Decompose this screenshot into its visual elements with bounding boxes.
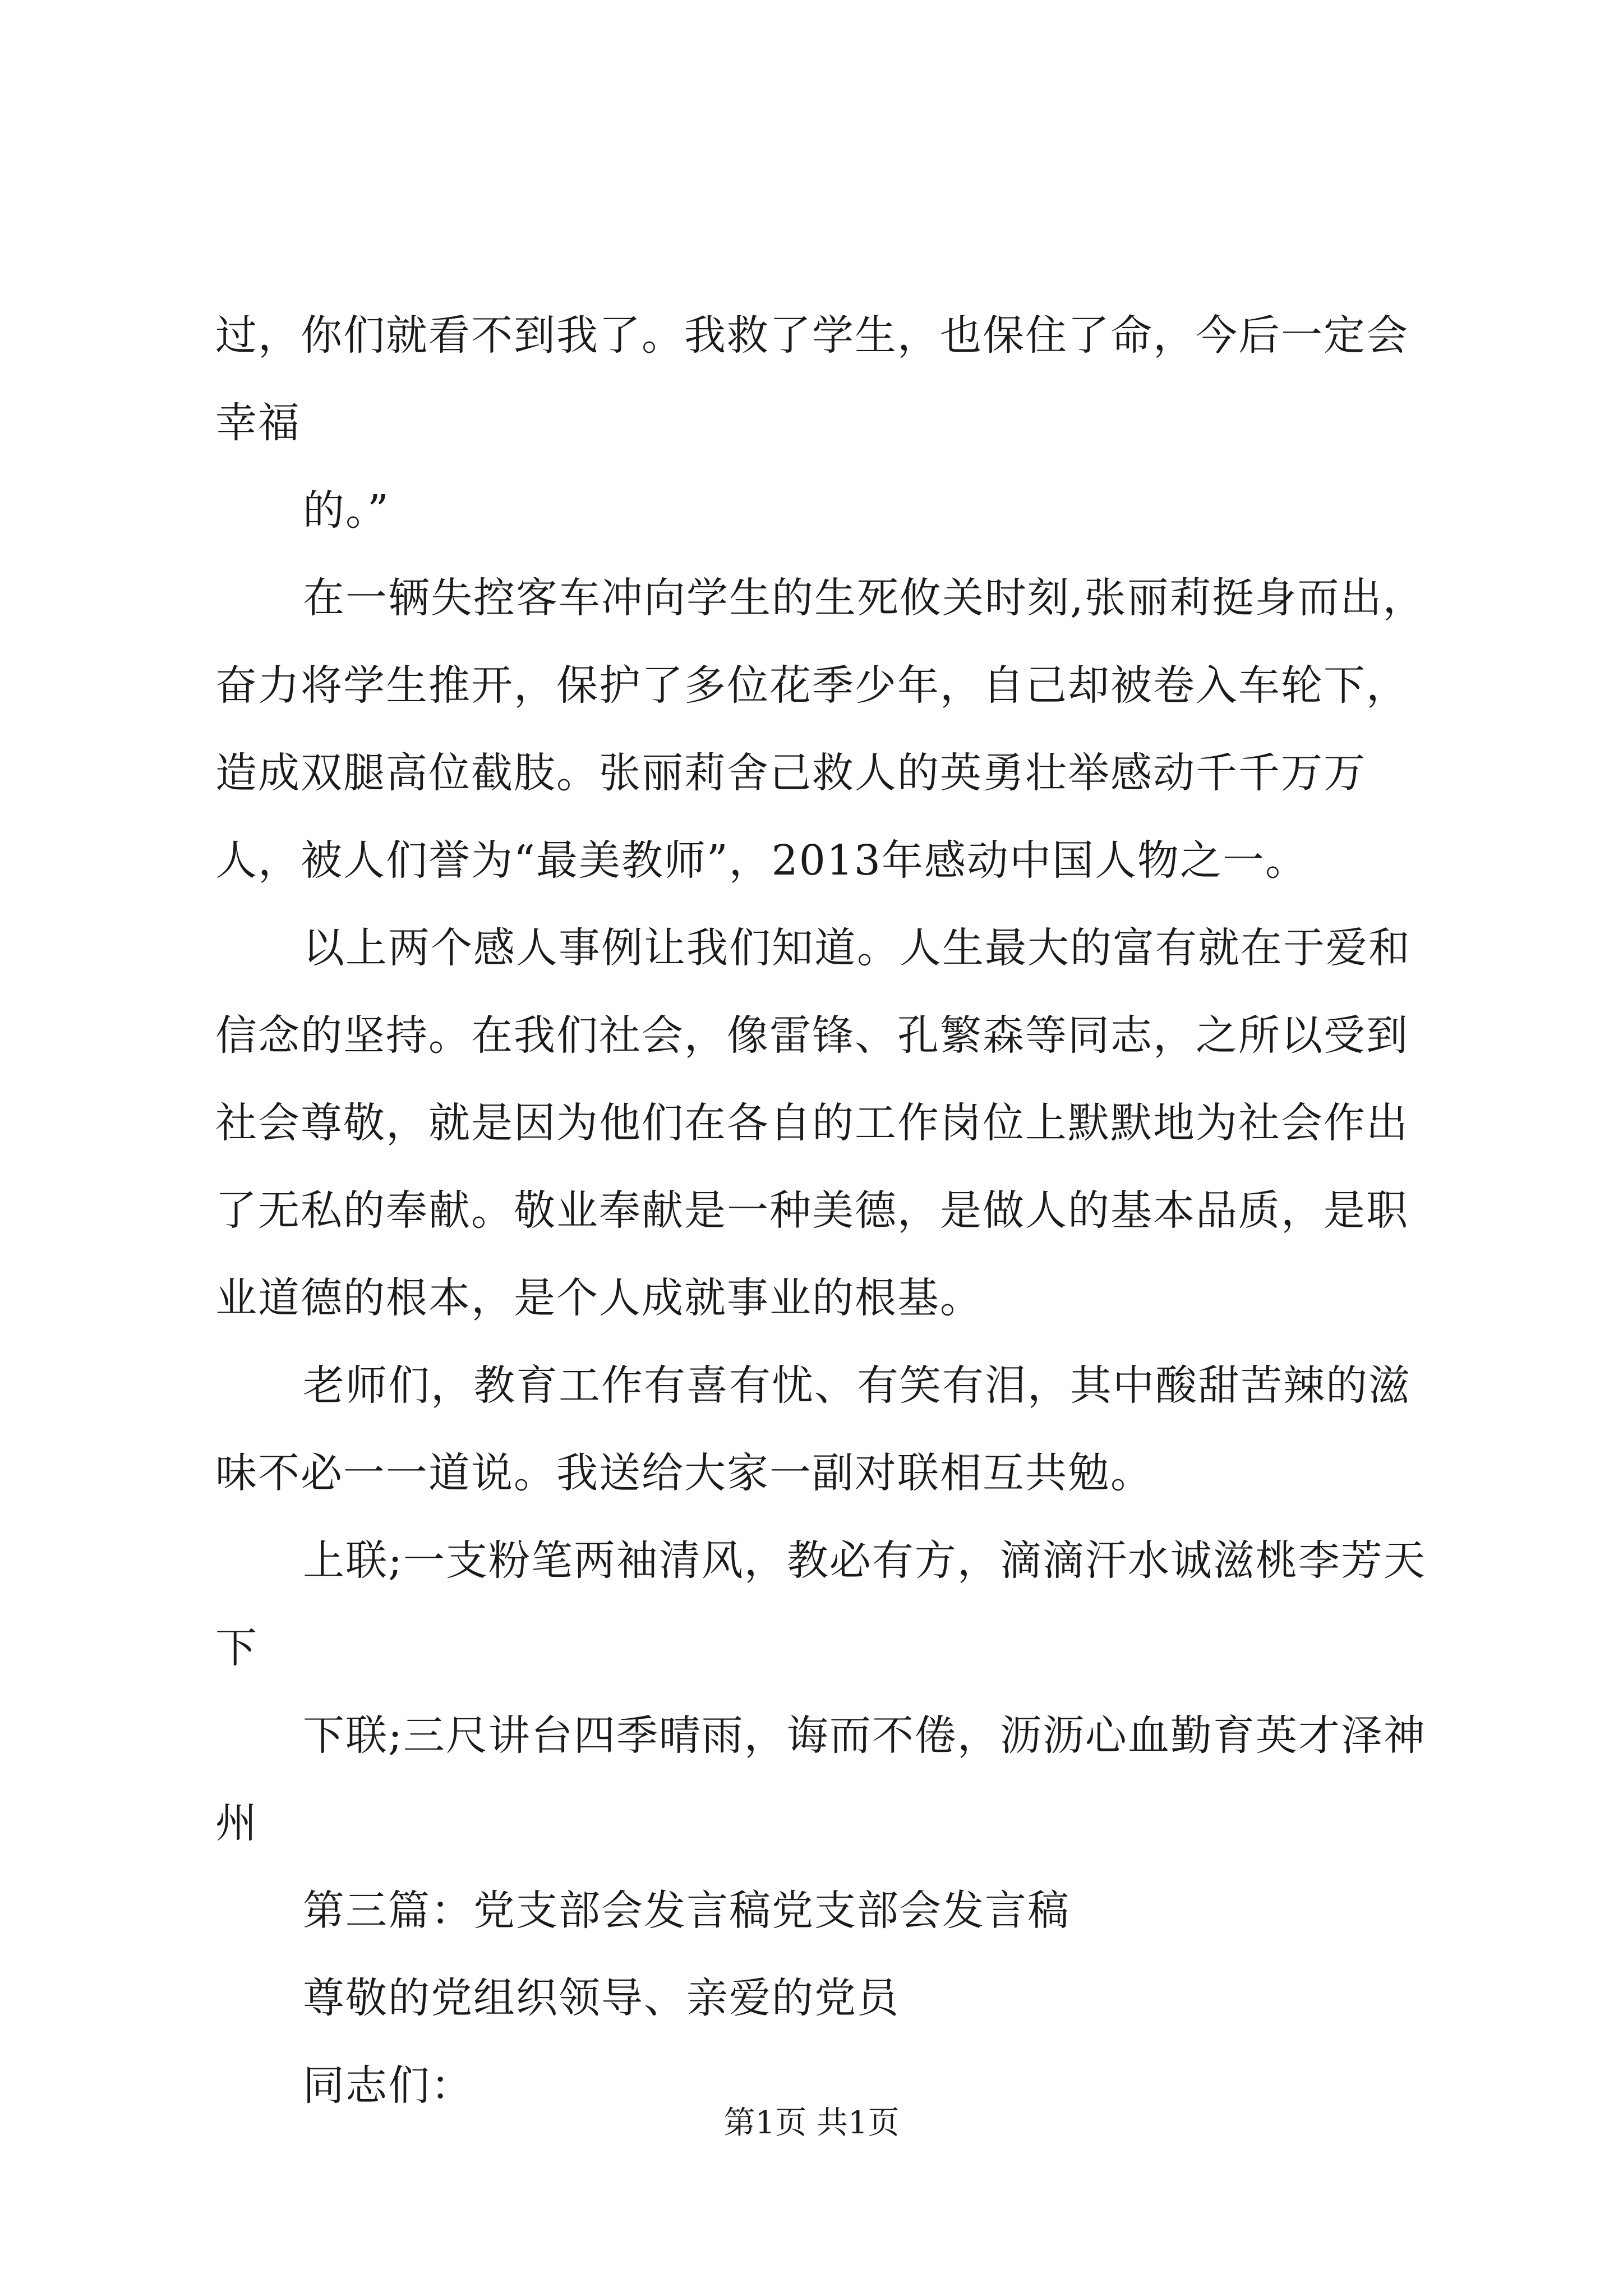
paragraph-quote-end: 的。”	[303, 486, 390, 535]
paragraph-teachers: 老师们，教育工作有喜有忧、有笑有泪，其中酸甜苦辣的滋味不必一一道说。我送给大家一副对联相互共勉。	[215, 1361, 1411, 1497]
paragraph-dedication: 以上两个感人事例让我们知道。人生最大的富有就在于爱和信念的坚持。在我们社会，像雷锋、孔繁森等同志，之所以受到社会尊敬，就是因为他们在各自的工作岗位上默默地为社会作出了无私的奉献。敬业奉献是一种美德，是做人的基本品质，是职业道德的根本，是个人成就事业的根基。	[215, 924, 1411, 1322]
page-footer: 第1页 共1页	[723, 2105, 900, 2141]
section-heading: 第三篇：党支部会发言稿党支部会发言稿	[303, 1887, 1070, 1935]
salutation-line: 尊敬的党组织领导、亲爱的党员	[303, 1974, 900, 2022]
couplet-lower: 下联;三尺讲台四季晴雨，诲而不倦，沥沥心血勤育英才泽神州	[215, 1711, 1426, 1847]
couplet-upper: 上联;一支粉笔两袖清风，教必有方，滴滴汗水诚滋桃李芳天下	[215, 1536, 1426, 1672]
salutation-comrades: 同志们：	[303, 2062, 473, 2110]
paragraph-zhang-lili: 在一辆失控客车冲向学生的生死攸关时刻,张丽莉挺身而出，奋力将学生推开，保护了多位花季少年，自己却被卷入车轮下，造成双腿高位截肢。张丽莉舍己救人的英勇壮举感动千千万万人，被人们誉为“最美教师”，2013年感动中国人物之一。	[215, 574, 1426, 885]
paragraph-continuation: 过，你们就看不到我了。我救了学生，也保住了命，今后一定会幸福	[215, 311, 1409, 447]
document-body	[215, 292, 1432, 2129]
